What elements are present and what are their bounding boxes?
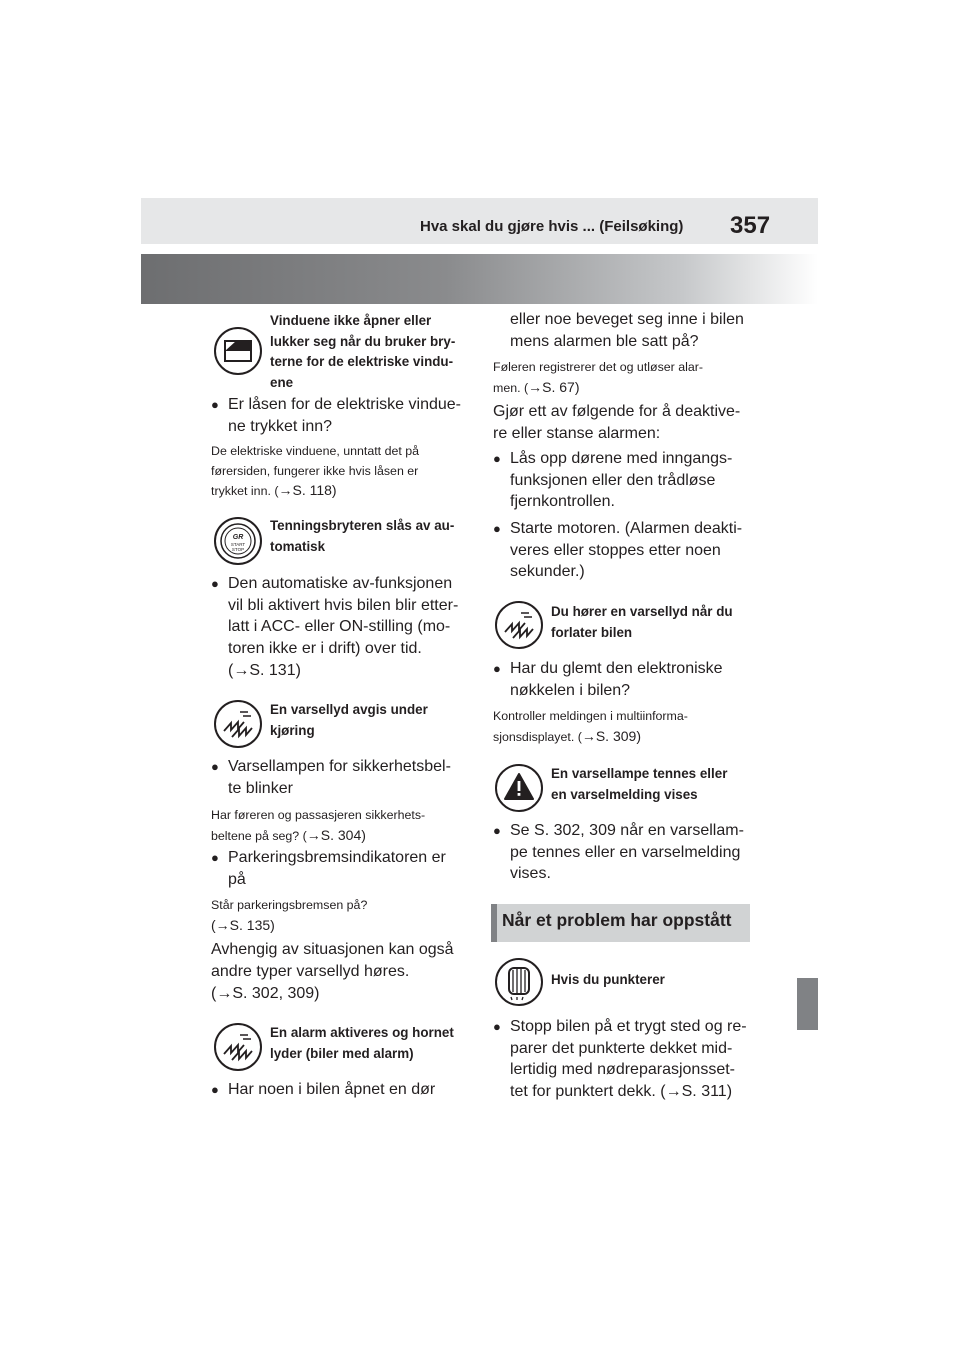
bullet-start-engine: ● Starte motoren. (Alarmen deakti- veres eller stoppes etter noen sekunder.) — [493, 518, 742, 583]
alarm-sound-icon — [214, 1023, 262, 1071]
section-title-flat-tire: Hvis du punkterer — [551, 972, 665, 987]
section-title-warning-sound: En varsellyd avgis under kjøring — [270, 702, 428, 738]
body-deactivate: Gjør ett av følgende for å deaktive- re eller stanse alarmen: — [493, 403, 741, 442]
bullet-window-lock: ● Er låsen for de elektriske vindue- ne trykket inn? — [211, 394, 461, 437]
section-title-alarm: En alarm aktiveres og hornet lyder (biler med alarm) — [270, 1025, 454, 1061]
svg-text:START: START — [230, 542, 246, 547]
section-heading: Når et problem har oppstått — [502, 910, 732, 930]
header-gradient-band — [141, 254, 818, 304]
flat-tire-icon — [495, 958, 543, 1006]
bullet-door-opened: ● Har noen i bilen åpnet en dør — [211, 1079, 435, 1101]
note-seatbelt: Har føreren og passasjeren sikkerhets- beltene på seg? (→S. 304) — [211, 808, 426, 843]
bullet-stop-vehicle: ● Stopp bilen på et trygt sted og re- parer det punkterte dekket mid- lertidig med nødreparasjonsset- tet for punktert dekk. (→S. 311) — [493, 1016, 747, 1103]
note-parking-brake: Står parkeringsbremsen på? (→S. 135) — [211, 898, 368, 933]
body-other-sounds: Avhengig av situasjonen kan også andre typer varsellyd høres. (→S. 302, 309) — [211, 941, 454, 1002]
note-multi-info: Kontroller meldingen i multiinforma- sjonsdisplayet. (→S. 309) — [493, 709, 688, 744]
section-title-ignition: Tenningsbryteren slås av au- tomatisk — [270, 518, 455, 554]
bullet-seatbelt: ● Varsellampen for sikkerhetsbel- te blinker — [211, 756, 451, 799]
section-title-power-windows: Vinduene ikke åpner eller lukker seg når du bruker bry- terne for de elektriske vindu- ene — [270, 313, 456, 390]
page-number: 357 — [730, 212, 771, 239]
warning-sound-icon — [495, 601, 543, 649]
bullet-auto-off: ● Den automatiske av-funksjonen vil bli aktivert hvis bilen blir etter- latt i ACC- eller ON-stilling (mo- toren ikke er i drift) over tid. (→S. 131) — [211, 573, 458, 682]
svg-text:STOP: STOP — [231, 547, 245, 552]
bullet-see-page: ● Se S. 302, 309 når en varsellam- pe tennes eller en varselmelding vises. — [493, 820, 744, 885]
note-window-lock: De elektriske vinduene, unntatt det på førersiden, fungerer ikke hvis låsen er trykket inn. (→S. 118) — [211, 444, 420, 498]
start-stop-button-icon — [214, 517, 262, 565]
bullet-unlock-doors: ● Lås opp dørene med inngangs- funksjonen eller den trådløse fjernkontrollen. — [493, 448, 732, 513]
chapter-title: Hva skal du gjøre hvis ... (Feilsøking) — [420, 218, 684, 235]
warning-triangle-icon — [495, 764, 543, 812]
bullet-parking-brake: ● Parkeringsbremsindikatoren er på — [211, 847, 446, 890]
note-sensor: Føleren registrerer det og utløser alar- men. (→S. 67) — [493, 360, 704, 395]
svg-text:GR: GR — [232, 534, 244, 541]
continued-text: eller noe beveget seg inne i bilen mens alarmen ble satt på? — [510, 311, 744, 350]
section-title-leaving-vehicle: Du hører en varsellyd når du forlater bilen — [551, 604, 733, 640]
warning-sound-icon — [214, 700, 262, 748]
section-title-warning-light: En varsellampe tennes eller en varselmelding vises — [551, 766, 728, 802]
power-window-icon — [214, 327, 262, 375]
bullet-electronic-key: ● Har du glemt den elektroniske nøkkelen i bilen? — [493, 658, 723, 701]
chapter-side-tab — [797, 978, 818, 1030]
